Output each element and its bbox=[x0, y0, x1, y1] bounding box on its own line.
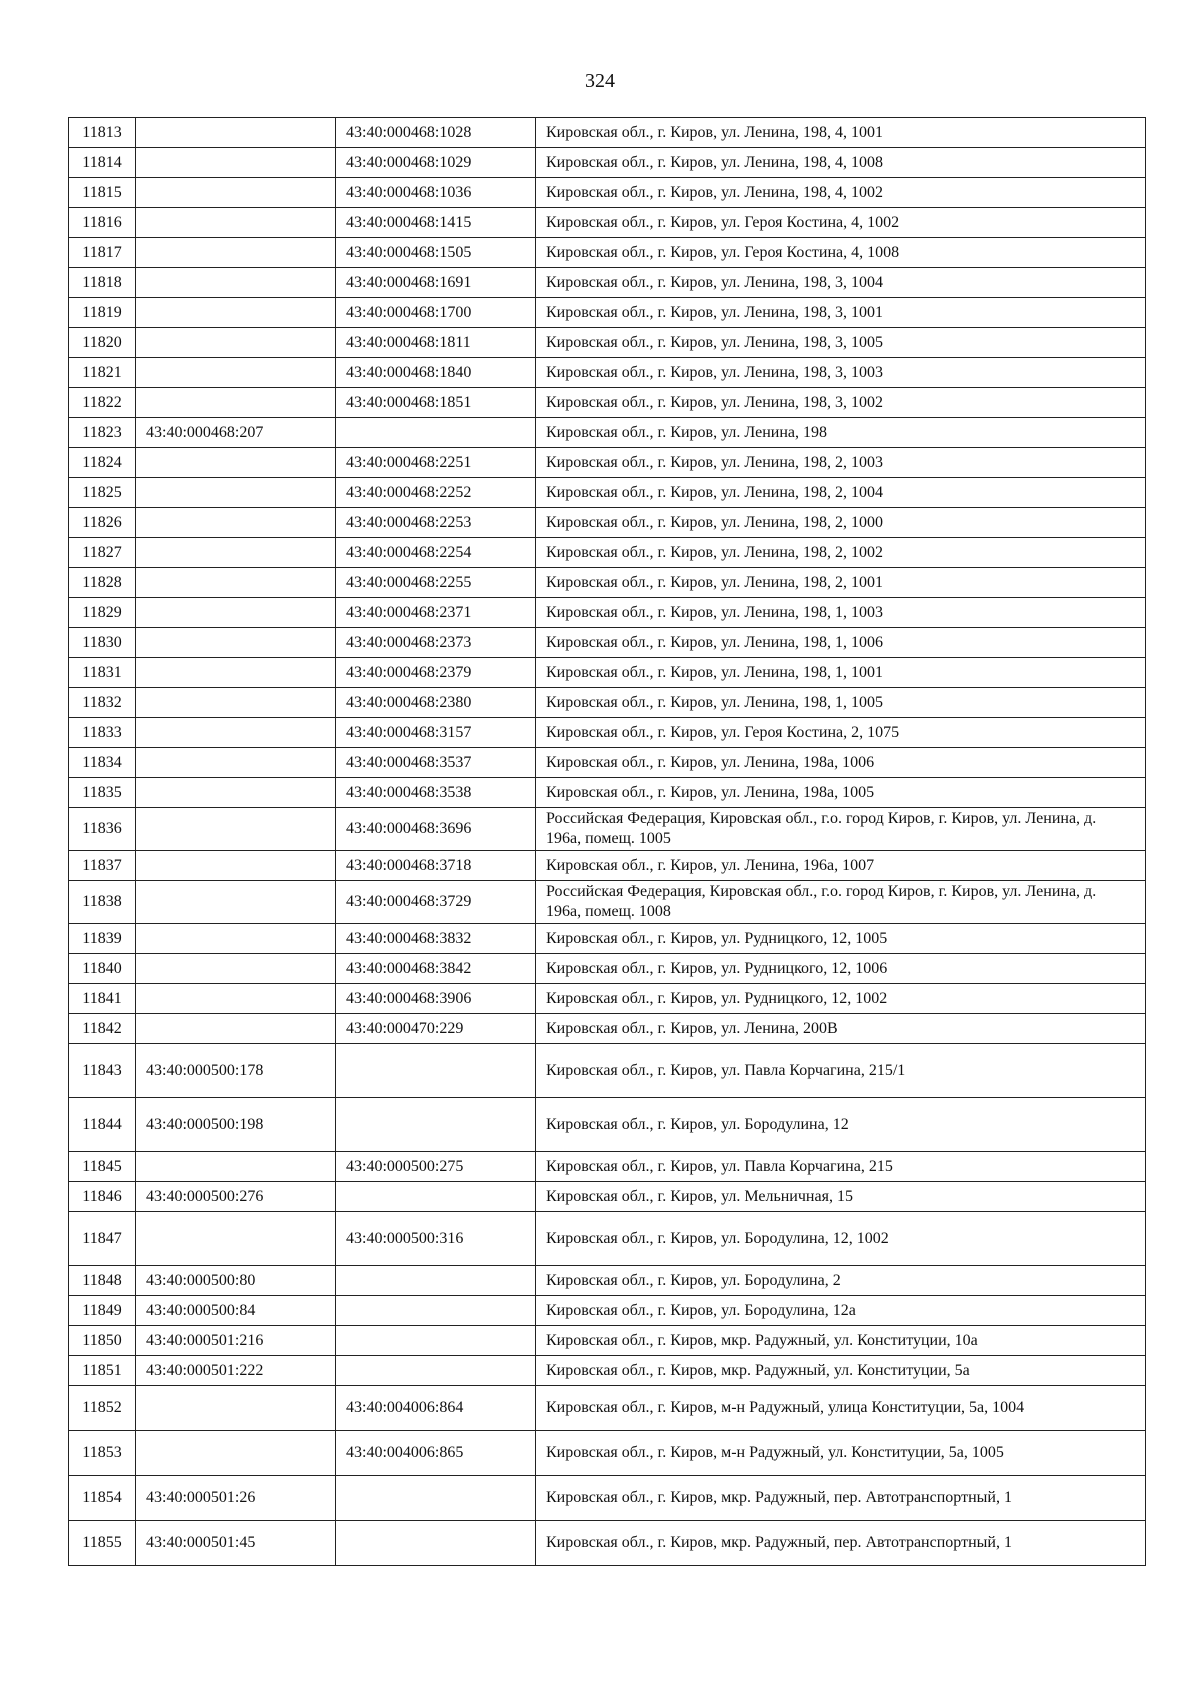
row-number: 11838 bbox=[69, 881, 136, 924]
row-number: 11818 bbox=[69, 268, 136, 298]
premises-cadastral-number: 43:40:000468:1840 bbox=[336, 358, 536, 388]
premises-cadastral-number bbox=[336, 1326, 536, 1356]
row-number: 11848 bbox=[69, 1266, 136, 1296]
address: Кировская обл., г. Киров, ул. Ленина, 198, 2, 1001 bbox=[536, 568, 1146, 598]
address: Российская Федерация, Кировская обл., г.о. город Киров, г. Киров, ул. Ленина, д. 196а, помещ. 1005 bbox=[536, 808, 1146, 851]
row-number: 11814 bbox=[69, 148, 136, 178]
table-row bbox=[69, 778, 1146, 808]
row-number: 11830 bbox=[69, 628, 136, 658]
premises-cadastral-number: 43:40:000468:2252 bbox=[336, 478, 536, 508]
address: Кировская обл., г. Киров, ул. Рудницкого, 12, 1002 bbox=[536, 984, 1146, 1014]
row-number: 11847 bbox=[69, 1212, 136, 1266]
parcel-cadastral-number bbox=[136, 984, 336, 1014]
parcel-cadastral-number bbox=[136, 298, 336, 328]
parcel-cadastral-number bbox=[136, 748, 336, 778]
premises-cadastral-number bbox=[336, 1182, 536, 1212]
parcel-cadastral-number bbox=[136, 358, 336, 388]
address: Кировская обл., г. Киров, мкр. Радужный, пер. Автотранспортный, 1 bbox=[536, 1476, 1146, 1521]
address: Кировская обл., г. Киров, ул. Бородулина, 12 bbox=[536, 1098, 1146, 1152]
table-row bbox=[69, 1296, 1146, 1326]
parcel-cadastral-number bbox=[136, 448, 336, 478]
address: Кировская обл., г. Киров, м-н Радужный, улица Конституции, 5а, 1004 bbox=[536, 1386, 1146, 1431]
table-row bbox=[69, 954, 1146, 984]
row-number: 11851 bbox=[69, 1356, 136, 1386]
premises-cadastral-number: 43:40:000468:1505 bbox=[336, 238, 536, 268]
address: Кировская обл., г. Киров, ул. Ленина, 198, 4, 1001 bbox=[536, 118, 1146, 148]
address: Кировская обл., г. Киров, ул. Ленина, 198, 3, 1003 bbox=[536, 358, 1146, 388]
parcel-cadastral-number bbox=[136, 954, 336, 984]
table-row bbox=[69, 1044, 1146, 1098]
parcel-cadastral-number bbox=[136, 851, 336, 881]
address: Кировская обл., г. Киров, ул. Героя Костина, 4, 1008 bbox=[536, 238, 1146, 268]
address: Российская Федерация, Кировская обл., г.о. город Киров, г. Киров, ул. Ленина, д. 196а, помещ. 1008 bbox=[536, 881, 1146, 924]
premises-cadastral-number bbox=[336, 1044, 536, 1098]
parcel-cadastral-number bbox=[136, 924, 336, 954]
parcel-cadastral-number bbox=[136, 718, 336, 748]
table-row bbox=[69, 924, 1146, 954]
address: Кировская обл., г. Киров, ул. Павла Корчагина, 215/1 bbox=[536, 1044, 1146, 1098]
parcel-cadastral-number bbox=[136, 388, 336, 418]
row-number: 11844 bbox=[69, 1098, 136, 1152]
address: Кировская обл., г. Киров, ул. Ленина, 198, 1, 1003 bbox=[536, 598, 1146, 628]
parcel-cadastral-number bbox=[136, 238, 336, 268]
address: Кировская обл., г. Киров, мкр. Радужный, ул. Конституции, 10а bbox=[536, 1326, 1146, 1356]
parcel-cadastral-number bbox=[136, 178, 336, 208]
row-number: 11825 bbox=[69, 478, 136, 508]
parcel-cadastral-number bbox=[136, 881, 336, 924]
premises-cadastral-number: 43:40:000468:3538 bbox=[336, 778, 536, 808]
table-row bbox=[69, 418, 1146, 448]
premises-cadastral-number: 43:40:004006:865 bbox=[336, 1431, 536, 1476]
address: Кировская обл., г. Киров, ул. Мельничная, 15 bbox=[536, 1182, 1146, 1212]
parcel-cadastral-number bbox=[136, 778, 336, 808]
table-row bbox=[69, 628, 1146, 658]
address: Кировская обл., г. Киров, ул. Ленина, 198, 2, 1004 bbox=[536, 478, 1146, 508]
row-number: 11820 bbox=[69, 328, 136, 358]
table-row bbox=[69, 388, 1146, 418]
table-row bbox=[69, 1356, 1146, 1386]
parcel-cadastral-number bbox=[136, 478, 336, 508]
row-number: 11816 bbox=[69, 208, 136, 238]
row-number: 11813 bbox=[69, 118, 136, 148]
table-row bbox=[69, 881, 1146, 924]
premises-cadastral-number: 43:40:000468:2379 bbox=[336, 658, 536, 688]
premises-cadastral-number: 43:40:000470:229 bbox=[336, 1014, 536, 1044]
address: Кировская обл., г. Киров, ул. Ленина, 198а, 1006 bbox=[536, 748, 1146, 778]
row-number: 11826 bbox=[69, 508, 136, 538]
premises-cadastral-number: 43:40:000468:1811 bbox=[336, 328, 536, 358]
premises-cadastral-number: 43:40:000468:2254 bbox=[336, 538, 536, 568]
table-row bbox=[69, 1326, 1146, 1356]
row-number: 11843 bbox=[69, 1044, 136, 1098]
row-number: 11855 bbox=[69, 1521, 136, 1566]
parcel-cadastral-number bbox=[136, 688, 336, 718]
parcel-cadastral-number bbox=[136, 328, 336, 358]
address: Кировская обл., г. Киров, мкр. Радужный, ул. Конституции, 5а bbox=[536, 1356, 1146, 1386]
address: Кировская обл., г. Киров, ул. Ленина, 198, 1, 1006 bbox=[536, 628, 1146, 658]
parcel-cadastral-number: 43:40:000468:207 bbox=[136, 418, 336, 448]
parcel-cadastral-number: 43:40:000501:45 bbox=[136, 1521, 336, 1566]
row-number: 11850 bbox=[69, 1326, 136, 1356]
table-row bbox=[69, 1266, 1146, 1296]
address: Кировская обл., г. Киров, ул. Павла Корчагина, 215 bbox=[536, 1152, 1146, 1182]
row-number: 11839 bbox=[69, 924, 136, 954]
row-number: 11828 bbox=[69, 568, 136, 598]
row-number: 11849 bbox=[69, 1296, 136, 1326]
table-row bbox=[69, 598, 1146, 628]
table-row bbox=[69, 1098, 1146, 1152]
row-number: 11837 bbox=[69, 851, 136, 881]
premises-cadastral-number: 43:40:000468:1851 bbox=[336, 388, 536, 418]
row-number: 11823 bbox=[69, 418, 136, 448]
address: Кировская обл., г. Киров, м-н Радужный, ул. Конституции, 5а, 1005 bbox=[536, 1431, 1146, 1476]
premises-cadastral-number: 43:40:000468:3832 bbox=[336, 924, 536, 954]
premises-cadastral-number: 43:40:000468:2380 bbox=[336, 688, 536, 718]
page-number: 324 bbox=[585, 70, 615, 92]
parcel-cadastral-number bbox=[136, 1152, 336, 1182]
parcel-cadastral-number: 43:40:000500:178 bbox=[136, 1044, 336, 1098]
row-number: 11815 bbox=[69, 178, 136, 208]
table-row bbox=[69, 1431, 1146, 1476]
parcel-cadastral-number bbox=[136, 1386, 336, 1431]
table-row bbox=[69, 538, 1146, 568]
table-row bbox=[69, 984, 1146, 1014]
row-number: 11842 bbox=[69, 1014, 136, 1044]
premises-cadastral-number: 43:40:000468:3718 bbox=[336, 851, 536, 881]
row-number: 11833 bbox=[69, 718, 136, 748]
row-number: 11834 bbox=[69, 748, 136, 778]
premises-cadastral-number: 43:40:000468:2371 bbox=[336, 598, 536, 628]
address: Кировская обл., г. Киров, ул. Героя Костина, 4, 1002 bbox=[536, 208, 1146, 238]
row-number: 11845 bbox=[69, 1152, 136, 1182]
row-number: 11832 bbox=[69, 688, 136, 718]
premises-cadastral-number: 43:40:000500:316 bbox=[336, 1212, 536, 1266]
address: Кировская обл., г. Киров, ул. Ленина, 200В bbox=[536, 1014, 1146, 1044]
row-number: 11835 bbox=[69, 778, 136, 808]
table-row bbox=[69, 298, 1146, 328]
address: Кировская обл., г. Киров, ул. Ленина, 198, 2, 1000 bbox=[536, 508, 1146, 538]
row-number: 11841 bbox=[69, 984, 136, 1014]
table-row bbox=[69, 658, 1146, 688]
row-number: 11824 bbox=[69, 448, 136, 478]
row-number: 11819 bbox=[69, 298, 136, 328]
table-row bbox=[69, 1521, 1146, 1566]
parcel-cadastral-number bbox=[136, 568, 336, 598]
premises-cadastral-number: 43:40:004006:864 bbox=[336, 1386, 536, 1431]
parcel-cadastral-number: 43:40:000500:198 bbox=[136, 1098, 336, 1152]
table-row bbox=[69, 851, 1146, 881]
parcel-cadastral-number bbox=[136, 538, 336, 568]
premises-cadastral-number bbox=[336, 418, 536, 448]
premises-cadastral-number: 43:40:000468:3537 bbox=[336, 748, 536, 778]
premises-cadastral-number: 43:40:000468:3842 bbox=[336, 954, 536, 984]
table-row bbox=[69, 478, 1146, 508]
table-row bbox=[69, 328, 1146, 358]
parcel-cadastral-number bbox=[136, 508, 336, 538]
premises-cadastral-number: 43:40:000500:275 bbox=[336, 1152, 536, 1182]
table-row bbox=[69, 448, 1146, 478]
parcel-cadastral-number bbox=[136, 148, 336, 178]
row-number: 11853 bbox=[69, 1431, 136, 1476]
premises-cadastral-number: 43:40:000468:1415 bbox=[336, 208, 536, 238]
table-row bbox=[69, 1152, 1146, 1182]
premises-cadastral-number: 43:40:000468:3157 bbox=[336, 718, 536, 748]
premises-cadastral-number: 43:40:000468:2251 bbox=[336, 448, 536, 478]
parcel-cadastral-number: 43:40:000501:216 bbox=[136, 1326, 336, 1356]
premises-cadastral-number: 43:40:000468:3696 bbox=[336, 808, 536, 851]
address: Кировская обл., г. Киров, мкр. Радужный, пер. Автотранспортный, 1 bbox=[536, 1521, 1146, 1566]
parcel-cadastral-number bbox=[136, 268, 336, 298]
address: Кировская обл., г. Киров, ул. Ленина, 196а, 1007 bbox=[536, 851, 1146, 881]
parcel-cadastral-number bbox=[136, 628, 336, 658]
premises-cadastral-number: 43:40:000468:1036 bbox=[336, 178, 536, 208]
address: Кировская обл., г. Киров, ул. Ленина, 198, 3, 1005 bbox=[536, 328, 1146, 358]
table-row bbox=[69, 808, 1146, 851]
address: Кировская обл., г. Киров, ул. Ленина, 198, 3, 1001 bbox=[536, 298, 1146, 328]
address: Кировская обл., г. Киров, ул. Бородулина, 2 bbox=[536, 1266, 1146, 1296]
row-number: 11852 bbox=[69, 1386, 136, 1431]
premises-cadastral-number: 43:40:000468:1029 bbox=[336, 148, 536, 178]
table-row bbox=[69, 718, 1146, 748]
premises-cadastral-number: 43:40:000468:2373 bbox=[336, 628, 536, 658]
premises-cadastral-number bbox=[336, 1476, 536, 1521]
parcel-cadastral-number bbox=[136, 808, 336, 851]
premises-cadastral-number: 43:40:000468:1700 bbox=[336, 298, 536, 328]
parcel-cadastral-number bbox=[136, 658, 336, 688]
address: Кировская обл., г. Киров, ул. Ленина, 198, 3, 1002 bbox=[536, 388, 1146, 418]
table-row bbox=[69, 148, 1146, 178]
premises-cadastral-number: 43:40:000468:2255 bbox=[336, 568, 536, 598]
table-row bbox=[69, 118, 1146, 148]
parcel-cadastral-number bbox=[136, 1431, 336, 1476]
address: Кировская обл., г. Киров, ул. Ленина, 198, 2, 1003 bbox=[536, 448, 1146, 478]
address: Кировская обл., г. Киров, ул. Ленина, 198, 2, 1002 bbox=[536, 538, 1146, 568]
premises-cadastral-number: 43:40:000468:1028 bbox=[336, 118, 536, 148]
parcel-cadastral-number bbox=[136, 208, 336, 238]
row-number: 11822 bbox=[69, 388, 136, 418]
parcel-cadastral-number: 43:40:000500:276 bbox=[136, 1182, 336, 1212]
row-number: 11854 bbox=[69, 1476, 136, 1521]
premises-cadastral-number: 43:40:000468:2253 bbox=[336, 508, 536, 538]
premises-cadastral-number bbox=[336, 1296, 536, 1326]
premises-cadastral-number bbox=[336, 1266, 536, 1296]
address: Кировская обл., г. Киров, ул. Героя Костина, 2, 1075 bbox=[536, 718, 1146, 748]
table-row bbox=[69, 1476, 1146, 1521]
row-number: 11817 bbox=[69, 238, 136, 268]
registry-table bbox=[68, 117, 1146, 1566]
address: Кировская обл., г. Киров, ул. Рудницкого, 12, 1006 bbox=[536, 954, 1146, 984]
row-number: 11829 bbox=[69, 598, 136, 628]
premises-cadastral-number: 43:40:000468:3729 bbox=[336, 881, 536, 924]
address: Кировская обл., г. Киров, ул. Бородулина, 12, 1002 bbox=[536, 1212, 1146, 1266]
row-number: 11827 bbox=[69, 538, 136, 568]
parcel-cadastral-number: 43:40:000500:84 bbox=[136, 1296, 336, 1326]
row-number: 11821 bbox=[69, 358, 136, 388]
row-number: 11840 bbox=[69, 954, 136, 984]
address: Кировская обл., г. Киров, ул. Бородулина, 12а bbox=[536, 1296, 1146, 1326]
premises-cadastral-number: 43:40:000468:3906 bbox=[336, 984, 536, 1014]
address: Кировская обл., г. Киров, ул. Ленина, 198, 3, 1004 bbox=[536, 268, 1146, 298]
registry-table-body bbox=[69, 118, 1146, 1566]
row-number: 11836 bbox=[69, 808, 136, 851]
table-row bbox=[69, 208, 1146, 238]
table-row bbox=[69, 568, 1146, 598]
premises-cadastral-number bbox=[336, 1356, 536, 1386]
address: Кировская обл., г. Киров, ул. Ленина, 198, 1, 1005 bbox=[536, 688, 1146, 718]
table-row bbox=[69, 1386, 1146, 1431]
premises-cadastral-number bbox=[336, 1098, 536, 1152]
table-row bbox=[69, 1014, 1146, 1044]
table-row bbox=[69, 268, 1146, 298]
table-row bbox=[69, 178, 1146, 208]
address: Кировская обл., г. Киров, ул. Ленина, 198 bbox=[536, 418, 1146, 448]
address: Кировская обл., г. Киров, ул. Рудницкого, 12, 1005 bbox=[536, 924, 1146, 954]
table-row bbox=[69, 238, 1146, 268]
parcel-cadastral-number: 43:40:000501:26 bbox=[136, 1476, 336, 1521]
table-row bbox=[69, 748, 1146, 778]
parcel-cadastral-number bbox=[136, 1014, 336, 1044]
address: Кировская обл., г. Киров, ул. Ленина, 198, 1, 1001 bbox=[536, 658, 1146, 688]
table-row bbox=[69, 508, 1146, 538]
premises-cadastral-number: 43:40:000468:1691 bbox=[336, 268, 536, 298]
table-row bbox=[69, 1182, 1146, 1212]
parcel-cadastral-number: 43:40:000501:222 bbox=[136, 1356, 336, 1386]
parcel-cadastral-number: 43:40:000500:80 bbox=[136, 1266, 336, 1296]
row-number: 11831 bbox=[69, 658, 136, 688]
address: Кировская обл., г. Киров, ул. Ленина, 198, 4, 1002 bbox=[536, 178, 1146, 208]
address: Кировская обл., г. Киров, ул. Ленина, 198а, 1005 bbox=[536, 778, 1146, 808]
parcel-cadastral-number bbox=[136, 1212, 336, 1266]
premises-cadastral-number bbox=[336, 1521, 536, 1566]
row-number: 11846 bbox=[69, 1182, 136, 1212]
table-row bbox=[69, 688, 1146, 718]
table-row bbox=[69, 1212, 1146, 1266]
parcel-cadastral-number bbox=[136, 598, 336, 628]
table-row bbox=[69, 358, 1146, 388]
parcel-cadastral-number bbox=[136, 118, 336, 148]
address: Кировская обл., г. Киров, ул. Ленина, 198, 4, 1008 bbox=[536, 148, 1146, 178]
